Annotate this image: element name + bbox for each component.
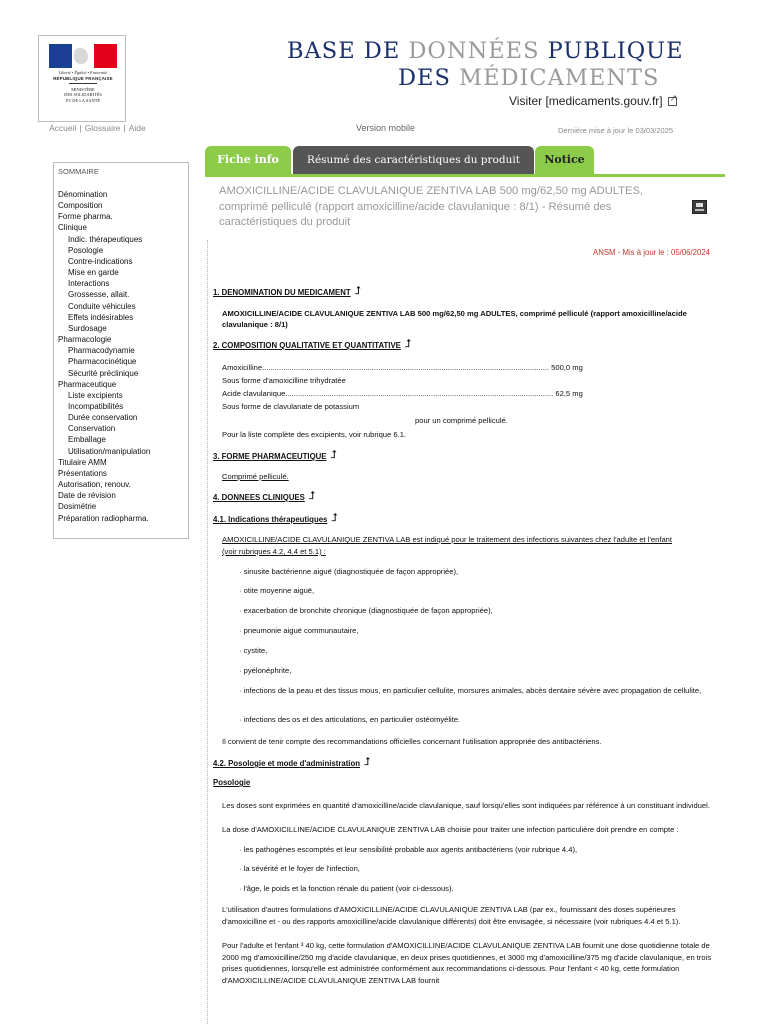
sidebar-item[interactable]: Date de révision <box>58 491 116 501</box>
indication-item: · cystite, <box>239 646 268 655</box>
sidebar-item[interactable]: Clinique <box>58 223 87 233</box>
indications-intro-line-2: (voir rubriques 4.2, 4.4 et 5.1) : <box>222 547 326 556</box>
composition-per-tablet: pour un comprimé pelliculé. <box>415 416 508 425</box>
sidebar-title: SOMMAIRE <box>58 167 99 176</box>
tab-fiche-info[interactable]: Fiche info <box>205 146 291 174</box>
section-1-heading[interactable]: 1. DENOMINATION DU MEDICAMENT ⮥ <box>213 285 362 297</box>
logo-ministry: MINISTÈRE DES SOLIDARITÉS ET DE LA SANTÉ <box>64 87 102 103</box>
sidebar-item[interactable]: Titulaire AMM <box>58 457 107 467</box>
logo-republic: RÉPUBLIQUE FRANÇAISE <box>53 76 113 81</box>
top-links: Accueil | Glossaire | Aide <box>49 123 146 133</box>
sidebar-item[interactable]: Indic. thérapeutiques <box>68 234 143 244</box>
sidebar-item[interactable]: Autorisation, renouv. <box>58 480 131 490</box>
mobile-version-link[interactable]: Version mobile <box>356 123 416 133</box>
sidebar-item[interactable]: Présentations <box>58 468 107 478</box>
recommendations-note: Il convient de tenir compte des recommandations officielles concernant l'utilisation appropriée des antibactériens. <box>222 737 602 746</box>
sidebar-item[interactable]: Mise en garde <box>68 268 119 278</box>
sidebar-item[interactable]: Durée conservation <box>68 413 138 423</box>
composition-clavulanic: Acide clavulanique............................................................................................................................... 62,5 mg <box>222 389 583 398</box>
sidebar-item[interactable]: Pharmacodynamie <box>68 346 135 356</box>
posologie-item: · la sévérité et le foyer de l'infection, <box>239 864 360 873</box>
sidebar-item[interactable]: Composition <box>58 201 103 211</box>
external-link-icon <box>668 97 677 106</box>
indication-item: · pneumonie aiguë communautaire, <box>239 626 359 635</box>
sidebar-item[interactable]: Pharmacologie <box>58 335 112 345</box>
sidebar-item[interactable]: Liste excipients <box>68 390 123 400</box>
site-title[interactable]: BASE DE DONNÉES PUBLIQUE DES MÉDICAMENTS <box>287 38 684 91</box>
tab-rcp[interactable]: Résumé des caractéristiques du produit <box>293 146 534 174</box>
back-to-top-icon[interactable]: ⮥ <box>308 490 316 502</box>
sidebar-item[interactable]: Posologie <box>68 245 104 255</box>
republique-francaise-logo[interactable] <box>38 35 126 122</box>
composition-clavulanic-form: Sous forme de clavulanate de potassium <box>222 402 360 411</box>
sidebar-item[interactable]: Forme pharma. <box>58 212 113 222</box>
posologie-paragraph-4: Pour l'adulte et l'enfant ³ 40 kg, cette formulation d'AMOXICILLINE/ACIDE CLAVULANIQUE ZENTIVA LAB fournit une dose quotidienne totale de 2000 mg d'amoxicilline/250 mg d'acide clavulanique, en deux prises quotidiennes, et 3000 mg d'amoxicilline/375 mg d'acide clavulanique, en trois prises quotidiennes, lorsqu'elle est administrée conformément aux recommandations ci-dessous. Pour l'enfant < 40 kg, cette formulation d'AMOXICILLINE/ACIDE CLAVULANIQUE ZENTIVA LAB fournit <box>222 941 712 985</box>
posologie-item: · l'âge, le poids et la fonction rénale du patient (voir ci-dessous). <box>239 884 454 893</box>
sidebar-item[interactable]: Pharmaceutique <box>58 379 117 389</box>
tab-notice[interactable]: Notice <box>535 146 594 174</box>
back-to-top-icon[interactable]: ⮥ <box>404 338 412 350</box>
sidebar-item[interactable]: Grossesse, allait. <box>68 290 130 300</box>
sidebar-list <box>58 189 188 524</box>
tabs-underline <box>205 174 725 177</box>
sidebar-item[interactable]: Effets indésirables <box>68 312 134 322</box>
indication-item: · exacerbation de bronchite chronique (diagnostiquée de façon appropriée), <box>239 606 493 615</box>
back-to-top-icon[interactable]: ⮥ <box>330 449 337 461</box>
print-icon[interactable] <box>692 200 707 214</box>
help-link[interactable]: Aide <box>128 123 146 133</box>
sidebar-item[interactable]: Incompatibilités <box>68 401 124 411</box>
ansm-update: ANSM - Mis à jour le : 05/06/2024 <box>593 248 711 257</box>
composition-amoxicillin: Amoxicilline........................................................................................................................................ 500,0 mg <box>222 363 583 372</box>
sidebar-item[interactable]: Contre-indications <box>68 256 133 266</box>
section-4-1-heading[interactable]: 4.1. Indications thérapeutiques ⮥ <box>213 512 338 524</box>
marianne-flag-icon <box>49 44 117 68</box>
sidebar-item[interactable]: Emballage <box>68 435 106 445</box>
visit-site-link[interactable]: Visiter [medicaments.gouv.fr]↗ <box>509 94 677 108</box>
logo-divider <box>69 83 97 84</box>
document-title: AMOXICILLINE/ACIDE CLAVULANIQUE ZENTIVA LAB 500 mg/62,50 mg ADULTES, comprimé pelliculé (rapport amoxicilline/acide clavulanique : 8/1) - Résumé des caractéristiques du produit <box>219 185 644 228</box>
indication-item: · infections de la peau et des tissus mous, en particulier cellulite, morsures animales, abcès dentaire sévère avec propagation de cellulite, <box>239 686 702 695</box>
posologie-paragraph-1: Les doses sont exprimées en quantité d'amoxicilline/acide clavulanique, sauf lorsqu'elles sont indiquées par référence à un constituant individuel. <box>222 801 710 810</box>
last-update: Dernière mise à jour le 03/03/2025 <box>558 126 674 135</box>
back-to-top-icon[interactable]: ⮥ <box>364 756 371 768</box>
sidebar-item[interactable]: Dosimétrie <box>58 502 97 512</box>
section-2-heading[interactable]: 2. COMPOSITION QUALITATIVE ET QUANTITATIVE ⮥ <box>213 338 412 350</box>
posologie-paragraph-2: La dose d'AMOXICILLINE/ACIDE CLAVULANIQUE ZENTIVA LAB choisie pour traiter une infection particulière doit prendre en compte : <box>222 825 679 834</box>
sidebar-summary <box>53 162 189 539</box>
section-3-heading[interactable]: 3. FORME PHARMACEUTIQUE ⮥ <box>213 449 337 461</box>
glossary-link[interactable]: Glossaire <box>84 123 121 133</box>
section-4-2-heading[interactable]: 4.2. Posologie et mode d'administration ⮥ <box>213 756 371 768</box>
indication-item: · sinusite bactérienne aiguë (diagnostiquée de façon appropriée), <box>239 567 459 576</box>
content-border <box>207 240 208 1024</box>
sidebar-item[interactable]: Sécurité préclinique <box>68 368 139 378</box>
denomination-text: AMOXICILLINE/ACIDE CLAVULANIQUE ZENTIVA LAB 500 mg/62,50 mg ADULTES, comprimé pelliculé (rapport amoxicilline/acide clavulanique : 8/1) <box>222 309 687 329</box>
home-link[interactable]: Accueil <box>49 123 77 133</box>
sidebar-item[interactable]: Pharmacocinétique <box>68 357 137 367</box>
sidebar-item[interactable]: Conduite véhicules <box>68 301 136 311</box>
section-4-heading[interactable]: 4. DONNEES CLINIQUES ⮥ <box>213 490 316 502</box>
back-to-top-icon[interactable]: ⮥ <box>354 285 362 297</box>
indication-item: · infections des os et des articulations, en particulier ostéomyélite. <box>239 715 461 724</box>
composition-excipients-note: Pour la liste complète des excipients, voir rubrique 6.1. <box>222 430 407 439</box>
posologie-label: Posologie <box>213 778 251 787</box>
composition-amoxicillin-form: Sous forme d'amoxicilline trihydratée <box>222 376 346 385</box>
indication-item: · pyélonéphrite, <box>239 666 292 675</box>
indications-intro-line-1: AMOXICILLINE/ACIDE CLAVULANIQUE ZENTIVA LAB est indiqué pour le traitement des infections suivantes chez l'adulte et l'enfant <box>222 535 673 544</box>
sidebar-item[interactable]: Utilisation/manipulation <box>68 446 151 456</box>
sidebar-item[interactable]: Conservation <box>68 424 116 434</box>
sidebar-item[interactable]: Interactions <box>68 279 110 289</box>
back-to-top-icon[interactable]: ⮥ <box>331 512 338 524</box>
sidebar-item[interactable]: Préparation radiopharma. <box>58 513 149 523</box>
posologie-item: · les pathogènes escomptés et leur sensibilité probable aux agents antibactériens (voir rubrique 4.4), <box>239 845 578 854</box>
indication-item: · otite moyenne aiguë, <box>239 586 315 595</box>
pharmaceutical-form: Comprimé pelliculé. <box>222 472 289 481</box>
logo-motto: Liberté • Égalité • Fraternité <box>58 70 108 75</box>
posologie-paragraph-3: L'utilisation d'autres formulations d'AMOXICILLINE/ACIDE CLAVULANIQUE ZENTIVA LAB (par ex., fournissant des doses supérieures d'amoxicilline et - ou des rapports amoxicilline/acide clavulanique différents) doit être envisagée, si nécessaire (voir rubriques 4.4 et 5.1). <box>222 905 681 926</box>
sidebar-item[interactable]: Surdosage <box>68 323 107 333</box>
sidebar-item[interactable]: Dénomination <box>58 190 108 199</box>
